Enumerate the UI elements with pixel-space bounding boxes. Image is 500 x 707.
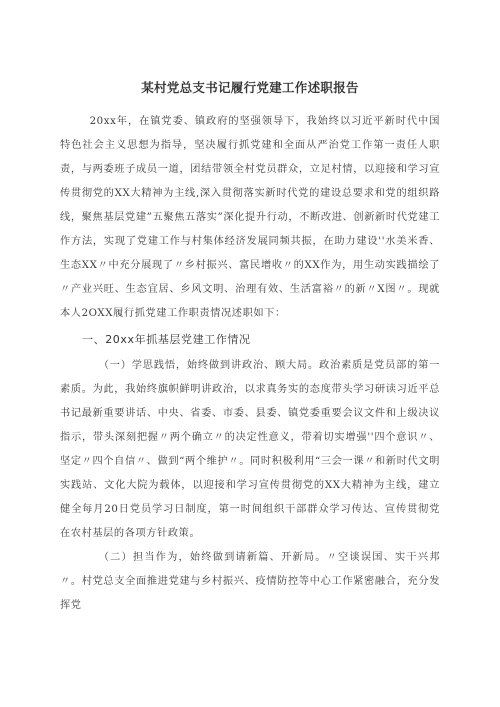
section-heading-1: 一、20xx年抓基层党建工作情况 <box>82 333 251 346</box>
document-title: 某村党总支书记履行党建工作述职报告 <box>141 80 359 95</box>
intro-paragraph: 20xx年，在镇党委、镇政府的坚强领导下，我始终以习近平新时代中国特色社会主义思想为指导，坚决履行抓党建和全面从严治党工作第一责任人职责，与两委班子成员一道，团结带领全村党员群众，立足村情，以迎接和学习宣传贯彻党的XX大精神为主线,深入贯彻落实新时代党的建设总要求和党的组织路线，聚焦基层党建”五聚焦五落实”深化提升行动，不断改进、创新新时代党建工作方法，实现了党建工作与村集体经济发展同频共振，在助力建设''水美米香、生态XX〃中充分展现了〃乡村振兴、富民增收〃的XX作为，用生动实践描绘了〃产业兴旺、生态宜居、乡风文明、治理有效、生活富裕〃的新〃X图〃。现就本人2OXX履行抓党建工作职责情况述职如下： <box>60 116 440 319</box>
section1-paragraph-2: （二）担当作为，始终做到请新篇、开新局。〃空谈误国、实干兴邦〃。村党总支全面推进党建与乡村振兴、疫情防控等中心工作紧密融合，充分发挥党 <box>60 552 440 611</box>
section1-paragraph-1: （一）学思践悟，始终做到讲政治、顾大局。政治素质是党员部的第一素质。为此，我始终旗帜鲜明讲政治，以求真务实的态度带头学习研读习近平总书记最新重要讲话、中央、省委、市委、县委、镇党委重要会议文件和上级决议指示，带头深刻把握〃两个确立〃的决定性意义，带着切实增强''四个意识〃、坚定〃四个自信〃、做到“两个维护〃。同时积极利用“三会一课〃和新时代文明实践站、文化大院为载体，以迎接和学习宣传贯彻党的XX大精神为主线，建立健全每月20日党员学习日制度，第一时间组织干部群众学习传达、宣传贯彻党在农村基层的各项方针政策。 <box>60 360 440 539</box>
